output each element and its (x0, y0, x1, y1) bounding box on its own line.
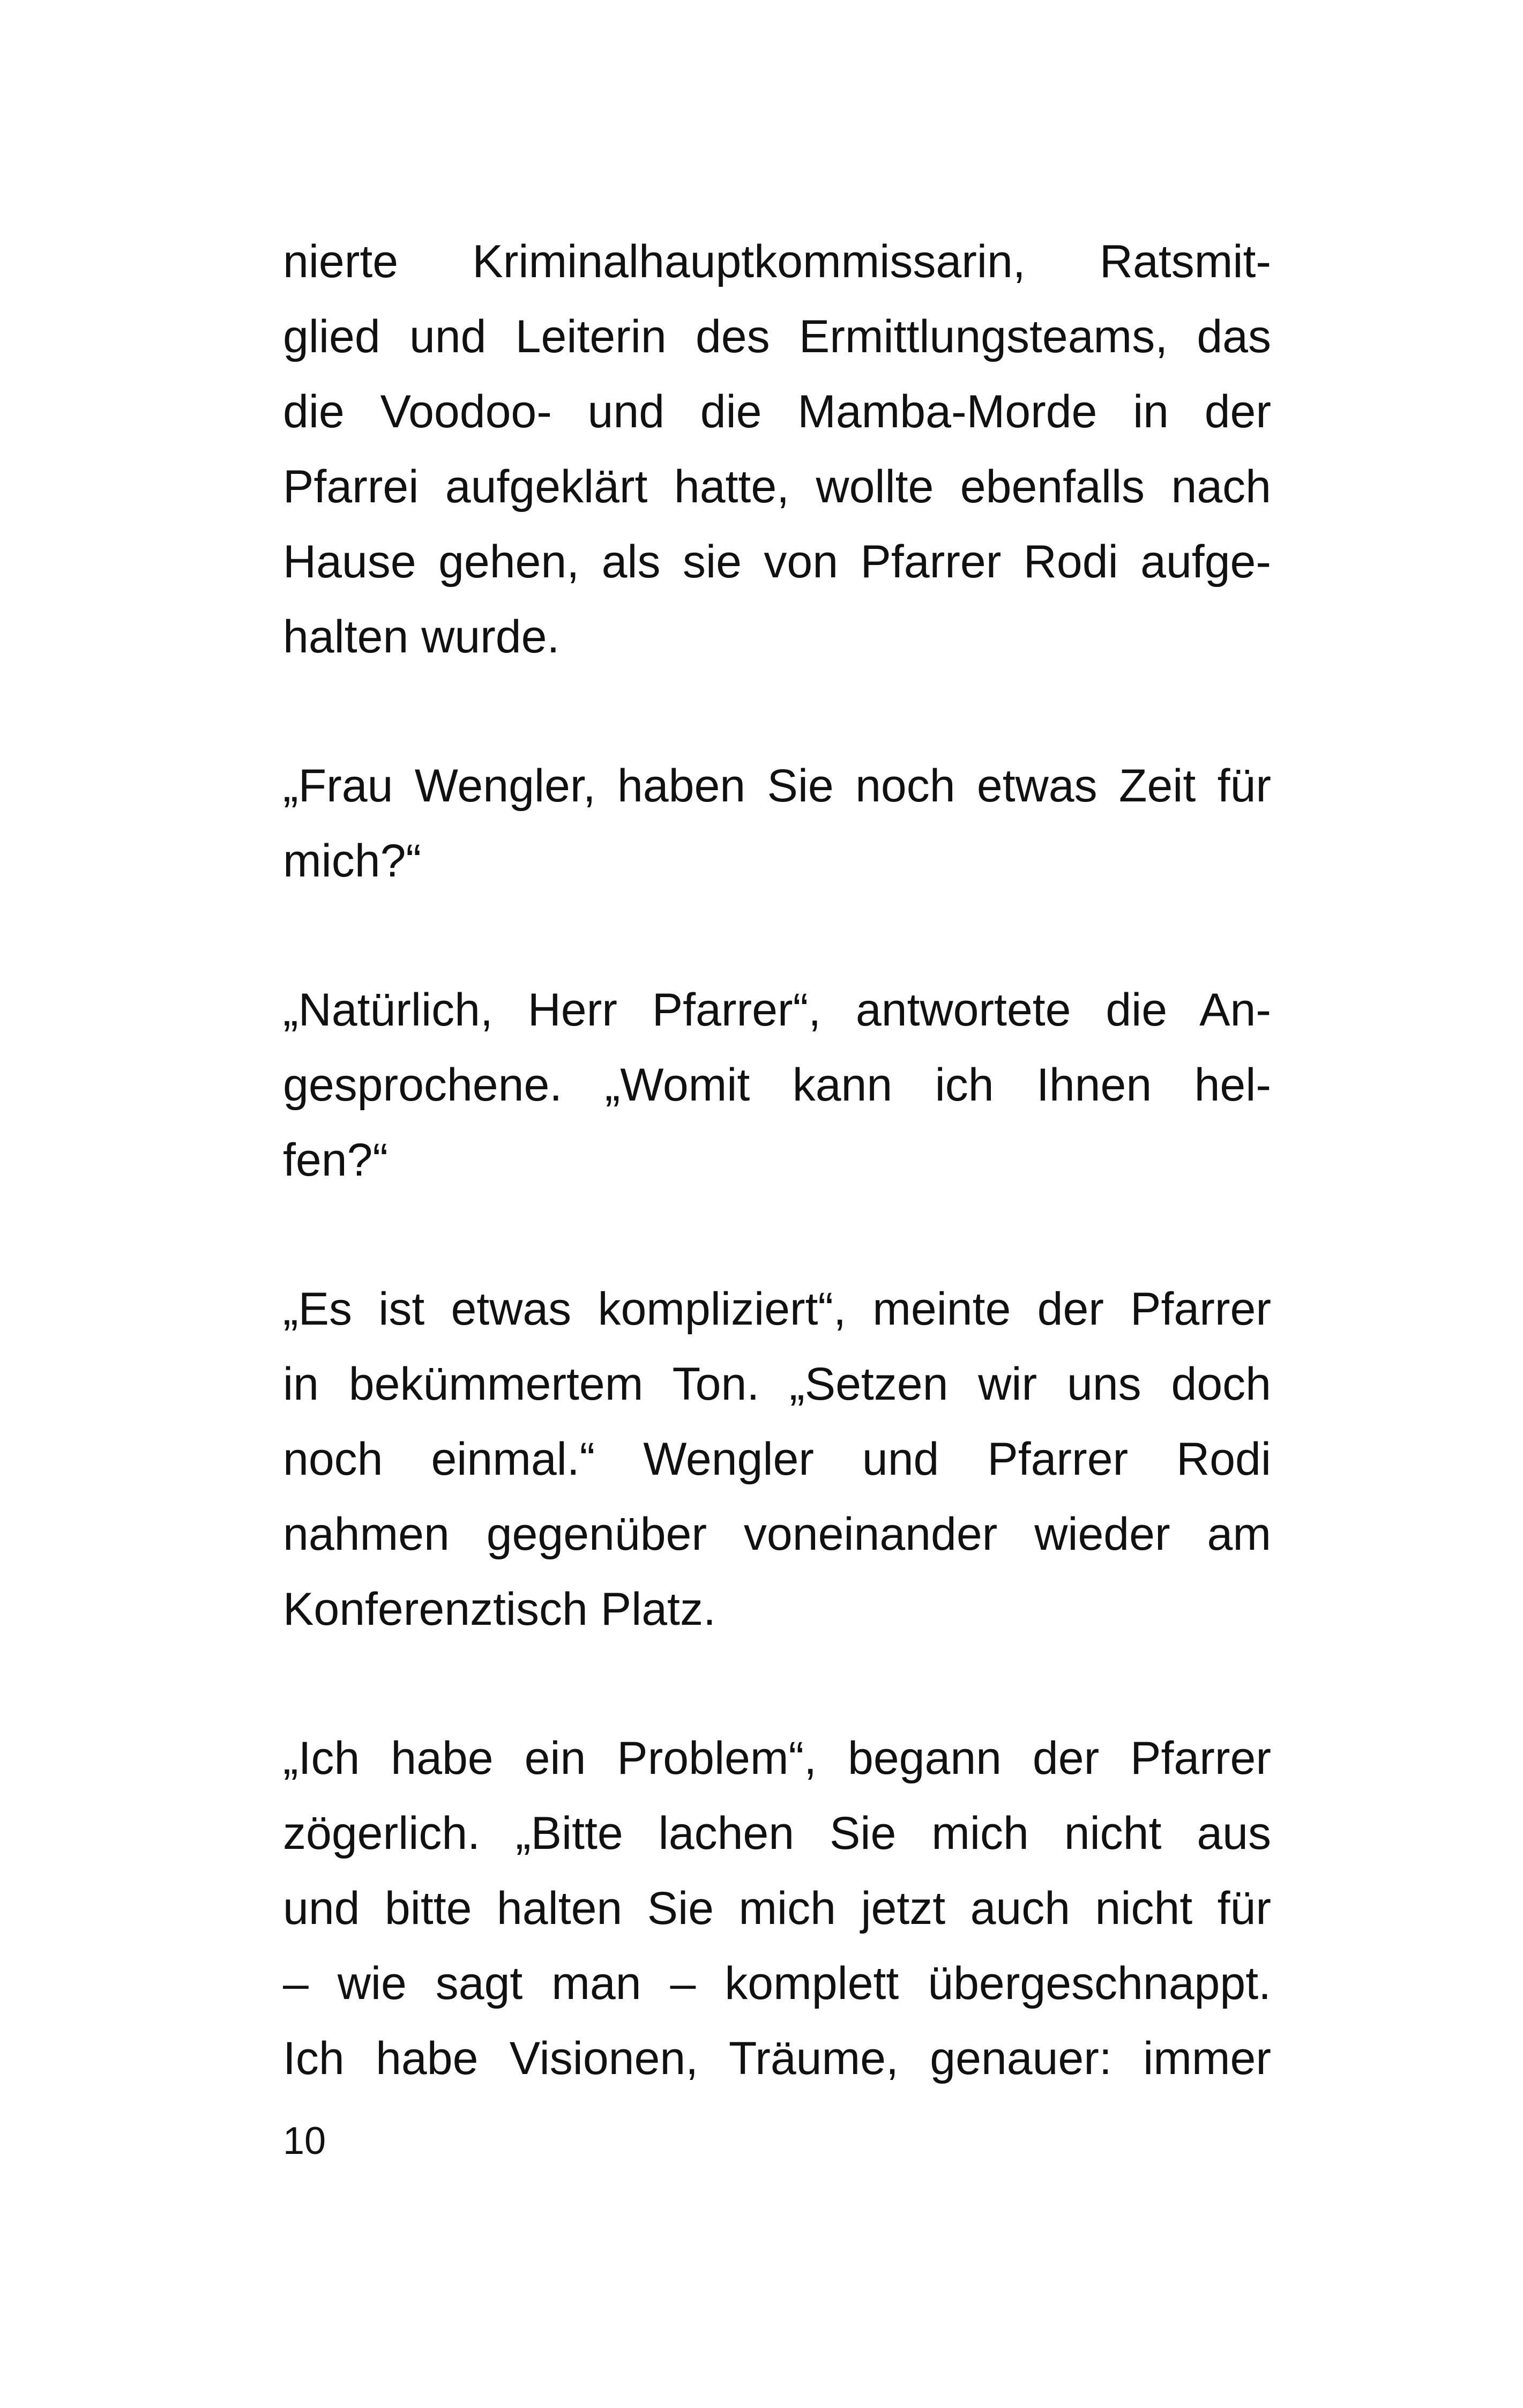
text-line: in bekümmertem Ton. „Setzen wir uns doch (283, 1358, 1271, 1410)
paragraph-gap (283, 674, 1271, 748)
text-line: glied und Leiterin des Ermittlungsteams, das (283, 311, 1271, 362)
text-line: die Voodoo- und die Mamba-Morde in der (283, 386, 1271, 437)
body-text (283, 224, 1271, 2096)
text-line: halten wurde. (283, 611, 560, 663)
text-line: mich?“ (283, 835, 422, 887)
paragraph-gap (283, 1647, 1271, 1721)
text-line: „Ich habe ein Problem“, begann der Pfarrer (283, 1733, 1271, 1784)
paragraph-5 (283, 1721, 1271, 2096)
text-line: Ich habe Visionen, Träume, genauer: immer (283, 2033, 1271, 2084)
text-line: nahmen gegenüber voneinander wieder am (283, 1508, 1271, 1560)
paragraph-2 (283, 748, 1271, 898)
text-line: – wie sagt man – komplett übergeschnappt. (283, 1958, 1271, 2009)
paragraph-3 (283, 972, 1271, 1198)
text-line: Konferenztisch Platz. (283, 1584, 716, 1635)
text-line: gesprochene. „Womit kann ich Ihnen hel- (283, 1059, 1271, 1111)
text-line: „Frau Wengler, haben Sie noch etwas Zeit für (283, 760, 1271, 812)
paragraph-gap (283, 1198, 1271, 1272)
text-line: „Es ist etwas kompliziert“, meinte der Pfarrer (283, 1283, 1271, 1335)
paragraph-gap (283, 898, 1271, 972)
text-line: nierte Kriminalhauptkommissarin, Ratsmit- (283, 236, 1271, 287)
paragraph-4 (283, 1272, 1271, 1647)
text-line: und bitte halten Sie mich jetzt auch nicht für (283, 1883, 1271, 1934)
page-number: 10 (283, 2120, 326, 2162)
text-line: fen?“ (283, 1134, 389, 1186)
paragraph-1 (283, 224, 1271, 674)
text-line: zögerlich. „Bitte lachen Sie mich nicht aus (283, 1808, 1271, 1859)
text-line: „Natürlich, Herr Pfarrer“, antwortete die An- (283, 984, 1271, 1036)
text-line: Hause gehen, als sie von Pfarrer Rodi aufge- (283, 536, 1271, 588)
text-line: Pfarrei aufgeklärt hatte, wollte ebenfalls nach (283, 461, 1271, 512)
text-line: noch einmal.“ Wengler und Pfarrer Rodi (283, 1433, 1271, 1485)
